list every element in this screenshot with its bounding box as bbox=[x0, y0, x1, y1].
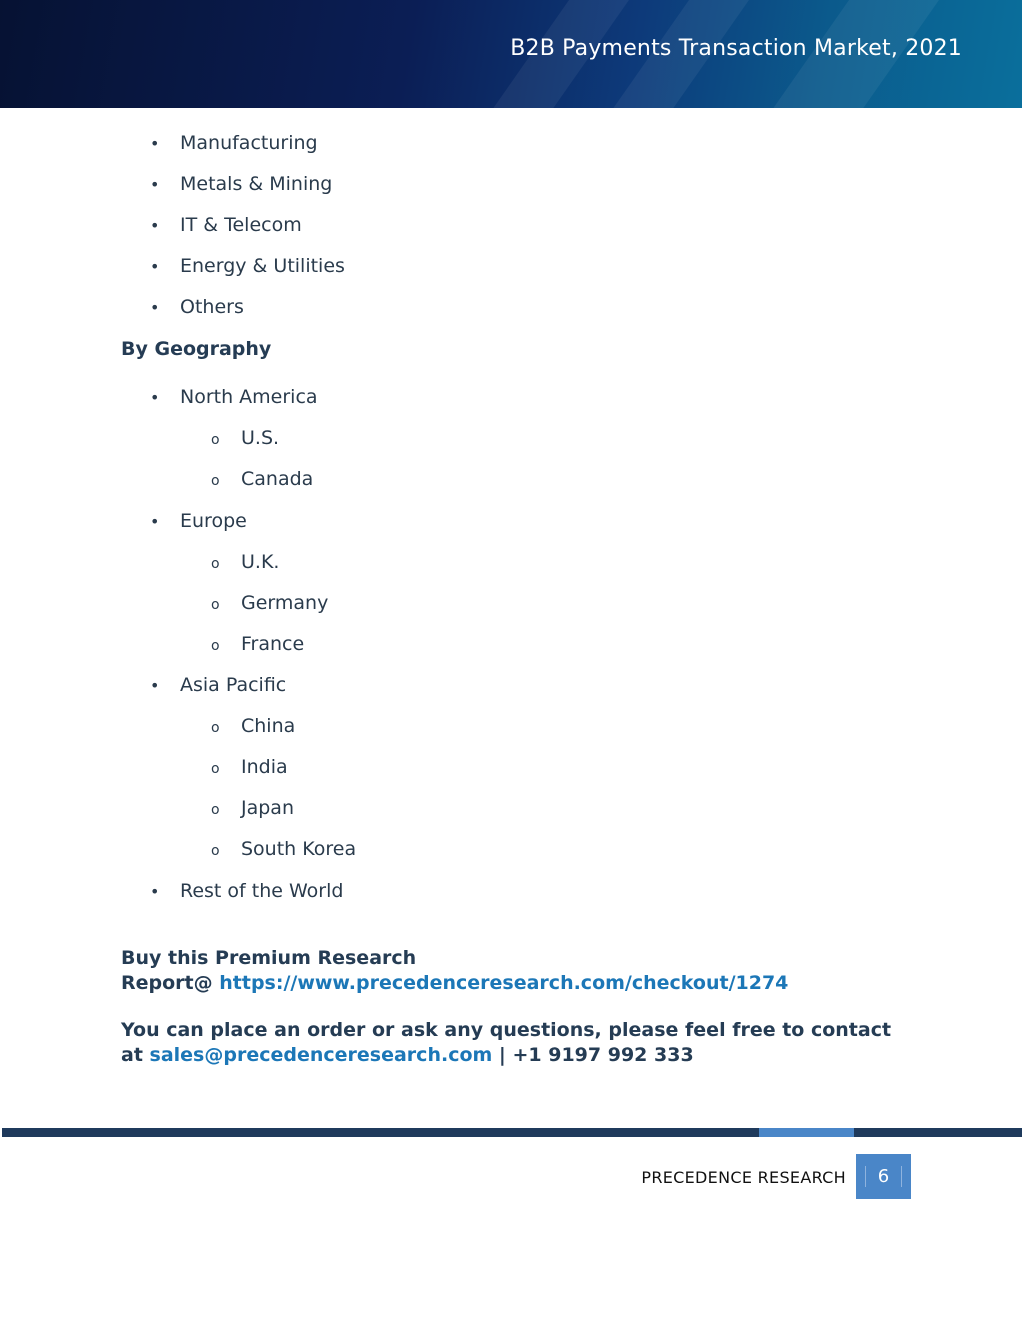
bullet-icon: • bbox=[150, 676, 160, 695]
footer-brand: PRECEDENCE RESEARCH bbox=[641, 1168, 846, 1187]
cta-line bbox=[121, 971, 788, 996]
circle-bullet-icon: o bbox=[211, 473, 220, 489]
page-number: 6 bbox=[865, 1166, 902, 1187]
bullet-icon: • bbox=[150, 175, 160, 194]
bullet-icon: • bbox=[150, 882, 160, 901]
footer-divider bbox=[2, 1128, 1022, 1137]
country-item bbox=[211, 427, 279, 449]
circle-bullet-icon: o bbox=[211, 761, 220, 777]
region-label: Rest of the World bbox=[180, 880, 344, 902]
circle-bullet-icon: o bbox=[211, 556, 220, 572]
list-item bbox=[150, 214, 302, 236]
circle-bullet-icon: o bbox=[211, 843, 220, 859]
country-label: Japan bbox=[241, 797, 294, 819]
list-item bbox=[150, 296, 244, 318]
list-item-label: Energy & Utilities bbox=[180, 255, 345, 277]
region-item bbox=[150, 510, 247, 532]
list-item-label: Others bbox=[180, 296, 244, 318]
country-label: China bbox=[241, 715, 296, 737]
circle-bullet-icon: o bbox=[211, 802, 220, 818]
cta-line: Buy this Premium Research bbox=[121, 947, 417, 969]
region-item bbox=[150, 880, 343, 902]
bullet-icon: • bbox=[150, 388, 160, 407]
country-label: U.K. bbox=[241, 551, 280, 573]
bullet-icon: • bbox=[150, 298, 160, 317]
cta-prefix: Report@ bbox=[121, 972, 220, 994]
country-item bbox=[211, 715, 295, 737]
bullet-icon: • bbox=[150, 134, 160, 153]
region-item bbox=[150, 386, 318, 408]
section-heading: By Geography bbox=[121, 338, 272, 360]
country-label: India bbox=[241, 756, 288, 778]
list-item-label: IT & Telecom bbox=[180, 214, 302, 236]
footer-accent bbox=[759, 1128, 854, 1137]
circle-bullet-icon: o bbox=[211, 638, 220, 654]
country-item bbox=[211, 797, 294, 819]
country-item bbox=[211, 756, 288, 778]
country-item bbox=[211, 551, 279, 573]
region-label: Asia Pacific bbox=[180, 674, 287, 696]
report-title: B2B Payments Transaction Market, 2021 bbox=[510, 36, 962, 61]
page-number-box bbox=[856, 1154, 911, 1199]
country-label: France bbox=[241, 633, 305, 655]
country-item bbox=[211, 468, 313, 490]
bullet-icon: • bbox=[150, 216, 160, 235]
bullet-icon: • bbox=[150, 512, 160, 531]
cta-line bbox=[121, 1043, 891, 1068]
list-item bbox=[150, 173, 332, 195]
region-item bbox=[150, 674, 286, 696]
list-item bbox=[150, 132, 318, 154]
circle-bullet-icon: o bbox=[211, 432, 220, 448]
country-label: U.S. bbox=[241, 427, 280, 449]
list-item-label: Manufacturing bbox=[180, 132, 318, 154]
checkout-link[interactable]: https://www.precedenceresearch.com/checkout/1274 bbox=[219, 972, 789, 994]
region-label: Europe bbox=[180, 510, 247, 532]
contact-cta bbox=[121, 1018, 891, 1068]
purchase-cta bbox=[121, 946, 788, 996]
page-header bbox=[0, 0, 1022, 108]
country-item bbox=[211, 838, 356, 860]
bullet-icon: • bbox=[150, 257, 160, 276]
country-label: South Korea bbox=[241, 838, 357, 860]
cta-prefix: at bbox=[121, 1044, 150, 1066]
region-label: North America bbox=[180, 386, 318, 408]
country-label: Canada bbox=[241, 468, 314, 490]
country-label: Germany bbox=[241, 592, 329, 614]
circle-bullet-icon: o bbox=[211, 597, 220, 613]
country-item bbox=[211, 592, 328, 614]
list-item-label: Metals & Mining bbox=[180, 173, 333, 195]
phone-number: | +1 9197 992 333 bbox=[492, 1044, 694, 1066]
circle-bullet-icon: o bbox=[211, 720, 220, 736]
cta-line: You can place an order or ask any questions, please feel free to contact bbox=[121, 1019, 892, 1041]
email-link[interactable]: sales@precedenceresearch.com bbox=[149, 1044, 493, 1066]
list-item bbox=[150, 255, 345, 277]
country-item bbox=[211, 633, 304, 655]
